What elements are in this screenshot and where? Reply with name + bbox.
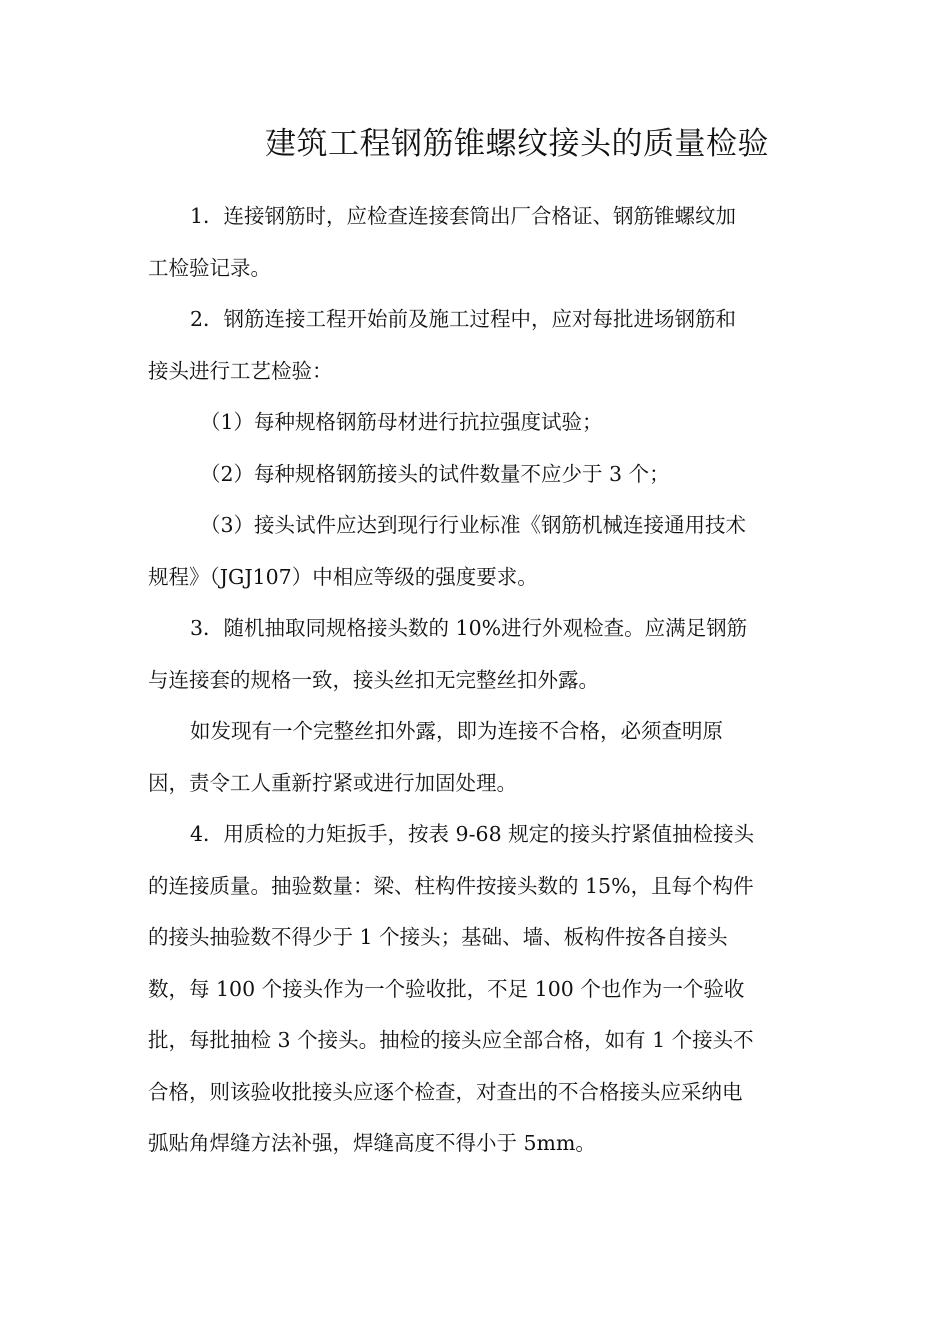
paragraph-5-line-7: 弧贴角焊缝方法补强，焊缝高度不得小于 5mm。 xyxy=(148,1131,596,1155)
paragraph-5-line-2: 的连接质量。抽验数量：梁、柱构件按接头数的 15%，且每个构件 xyxy=(148,873,754,898)
document-title: 建筑工程钢筋锥螺纹接头的质量检验 xyxy=(265,126,769,162)
paragraph-3-line-2: 与连接套的规格一致，接头丝扣无完整丝扣外露。 xyxy=(148,667,599,692)
sub-item-3-line-2: 规程》（JGJ107）中相应等级的强度要求。 xyxy=(148,564,538,589)
document-body xyxy=(148,191,798,1170)
sub-item-3-line-1: （3）接头试件应达到现行行业标准《钢筋机械连接通用技术 xyxy=(200,513,747,537)
paragraph-5-line-1: 4．用质检的力矩扳手，按表 9-68 规定的接头拧紧值抽检接头 xyxy=(190,822,755,846)
paragraph-4-line-2: 因，责令工人重新拧紧或进行加固处理。 xyxy=(148,770,517,795)
paragraph-2-line-2: 接头进行工艺检验： xyxy=(148,358,333,383)
paragraph-5-line-5: 批，每批抽检 3 个接头。抽检的接头应全部合格，如有 1 个接头不 xyxy=(148,1028,754,1052)
paragraph-4-line-1: 如发现有一个完整丝扣外露，即为连接不合格，必须查明原 xyxy=(190,719,723,743)
sub-item-1: （1）每种规格钢筋母材进行抗拉强度试验； xyxy=(200,410,603,434)
paragraph-1-line-2: 工检验记录。 xyxy=(148,255,271,280)
sub-item-2: （2）每种规格钢筋接头的试件数量不应少于 3 个； xyxy=(200,461,670,486)
paragraph-5-line-4: 数，每 100 个接头作为一个验收批，不足 100 个也作为一个验收 xyxy=(148,976,745,1001)
paragraph-5-line-6: 合格，则该验收批接头应逐个检查，对查出的不合格接头应采纳电 xyxy=(148,1079,743,1104)
paragraph-1-line-1: 1．连接钢筋时，应检查连接套筒出厂合格证、钢筋锥螺纹加 xyxy=(190,204,737,228)
paragraph-5-line-3: 的接头抽验数不得少于 1 个接头；基础、墙、板构件按各自接头 xyxy=(148,925,728,949)
paragraph-3-line-1: 3．随机抽取同规格接头数的 10%进行外观检查。应满足钢筋 xyxy=(190,616,748,640)
paragraph-2-line-1: 2．钢筋连接工程开始前及施工过程中，应对每批进场钢筋和 xyxy=(190,307,737,331)
